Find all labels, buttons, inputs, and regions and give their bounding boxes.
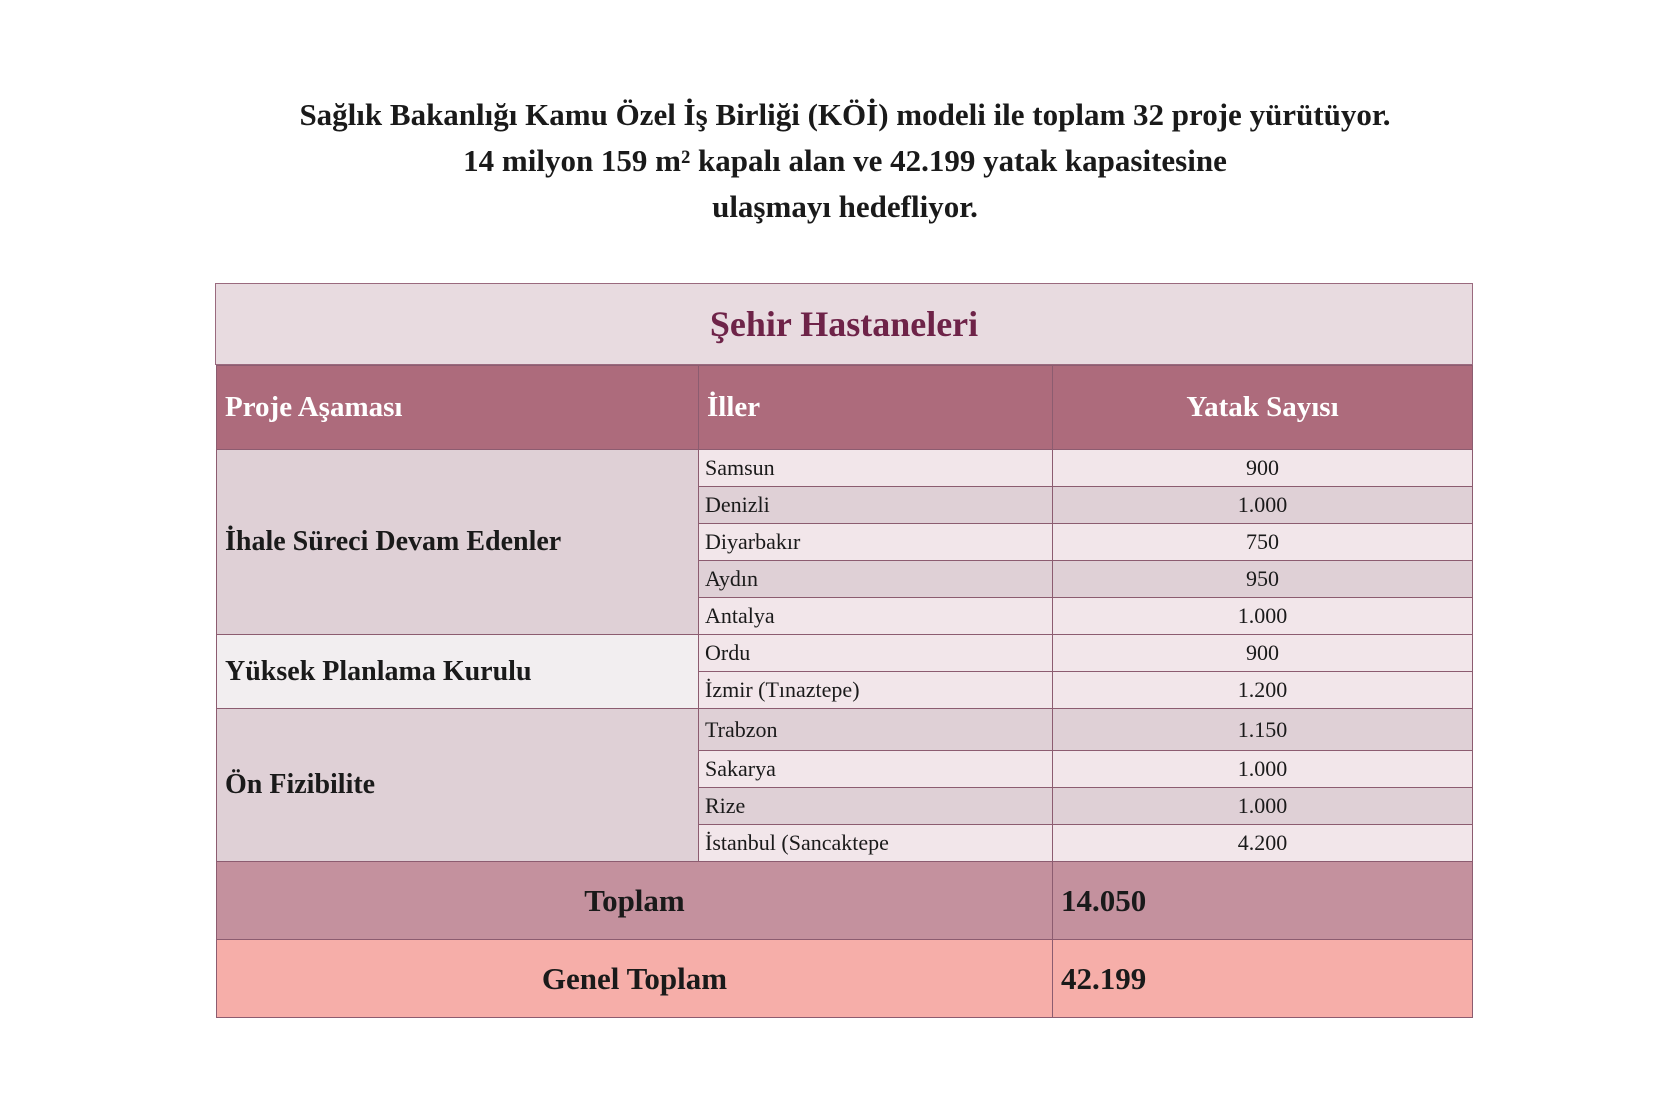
beds-cell: 1.150 bbox=[1053, 709, 1473, 751]
grand-total-label: Genel Toplam bbox=[217, 940, 1053, 1018]
beds-cell: 1.200 bbox=[1053, 672, 1473, 709]
total-label: Toplam bbox=[217, 862, 1053, 940]
total-row bbox=[217, 862, 1473, 940]
city-cell: Denizli bbox=[699, 487, 1053, 524]
table-row bbox=[217, 709, 1473, 751]
table-title: Şehir Hastaneleri bbox=[215, 283, 1473, 365]
city-cell: Rize bbox=[699, 788, 1053, 825]
headline bbox=[0, 92, 1667, 230]
beds-cell: 1.000 bbox=[1053, 751, 1473, 788]
table-header-row bbox=[217, 366, 1473, 450]
table-row bbox=[217, 635, 1473, 672]
beds-cell: 950 bbox=[1053, 561, 1473, 598]
beds-cell: 900 bbox=[1053, 450, 1473, 487]
beds-cell: 900 bbox=[1053, 635, 1473, 672]
beds-cell: 4.200 bbox=[1053, 825, 1473, 862]
city-cell: Sakarya bbox=[699, 751, 1053, 788]
grand-total-row bbox=[217, 940, 1473, 1018]
beds-cell: 1.000 bbox=[1053, 788, 1473, 825]
city-cell: Aydın bbox=[699, 561, 1053, 598]
grand-total-value: 42.199 bbox=[1053, 940, 1473, 1018]
city-cell: Trabzon bbox=[699, 709, 1053, 751]
stage-cell: İhale Süreci Devam Edenler bbox=[217, 450, 699, 635]
beds-cell: 750 bbox=[1053, 524, 1473, 561]
headline-line-1: Sağlık Bakanlığı Kamu Özel İş Birliği (KÖİ) modeli ile toplam 32 proje yürütüyor. bbox=[299, 97, 1391, 132]
city-cell: Ordu bbox=[699, 635, 1053, 672]
beds-cell: 1.000 bbox=[1053, 598, 1473, 635]
headline-line-3: ulaşmayı hedefliyor. bbox=[712, 189, 978, 224]
table-row bbox=[217, 450, 1473, 487]
beds-cell: 1.000 bbox=[1053, 487, 1473, 524]
header-stage: Proje Aşaması bbox=[217, 366, 699, 450]
city-cell: İstanbul (Sancaktepe bbox=[699, 825, 1053, 862]
headline-line-2: 14 milyon 159 m² kapalı alan ve 42.199 yatak kapasitesine bbox=[463, 143, 1227, 178]
city-cell: Antalya bbox=[699, 598, 1053, 635]
total-value: 14.050 bbox=[1053, 862, 1473, 940]
city-cell: Samsun bbox=[699, 450, 1053, 487]
stage-cell: Ön Fizibilite bbox=[217, 709, 699, 862]
city-cell: İzmir (Tınaztepe) bbox=[699, 672, 1053, 709]
stage-cell: Yüksek Planlama Kurulu bbox=[217, 635, 699, 709]
city-cell: Diyarbakır bbox=[699, 524, 1053, 561]
city-hospitals-table-card bbox=[215, 283, 1473, 1018]
header-beds: Yatak Sayısı bbox=[1053, 366, 1473, 450]
city-hospitals-table bbox=[216, 365, 1473, 1018]
header-provinces: İller bbox=[699, 366, 1053, 450]
